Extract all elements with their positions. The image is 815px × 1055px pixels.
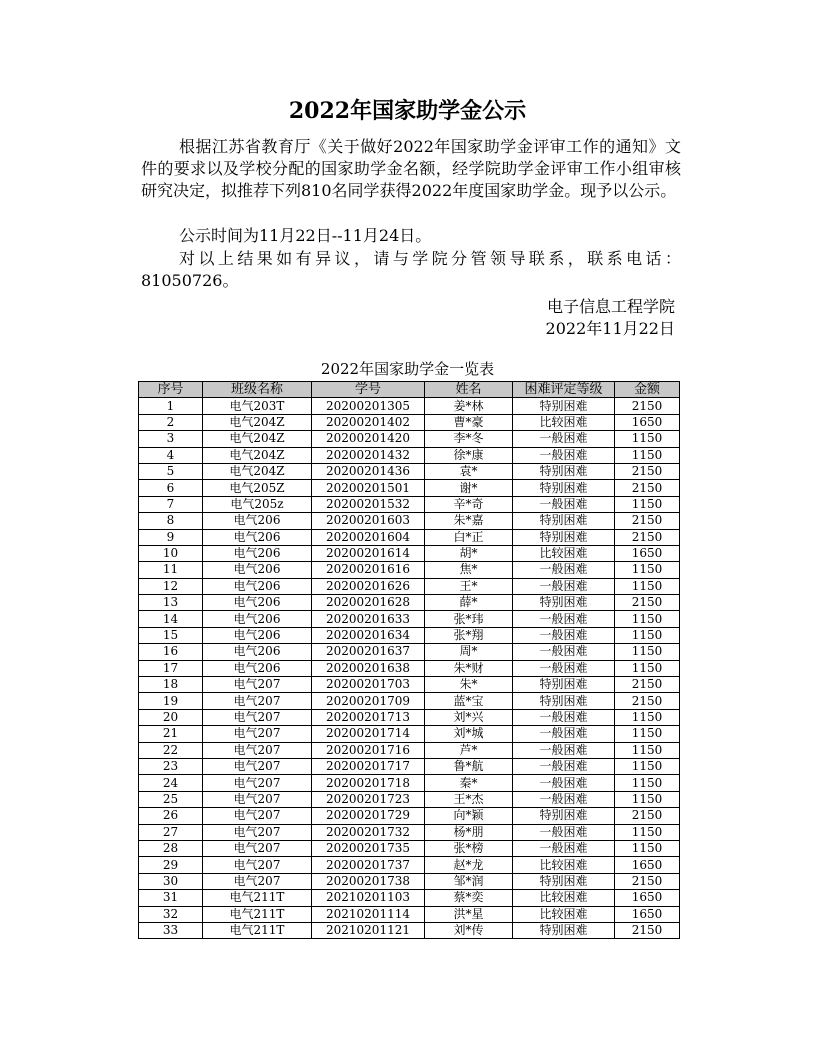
cell-student-id: 20200201717 bbox=[312, 758, 425, 774]
cell-name: 朱*嘉 bbox=[425, 513, 513, 529]
cell-class: 电气205Z bbox=[203, 480, 312, 496]
cell-name: 秦* bbox=[425, 775, 513, 791]
cell-index: 26 bbox=[139, 808, 203, 824]
cell-class: 电气204Z bbox=[203, 414, 312, 430]
grant-table bbox=[138, 381, 680, 939]
cell-name: 芦* bbox=[425, 742, 513, 758]
cell-index: 21 bbox=[139, 726, 203, 742]
cell-amount: 1150 bbox=[615, 578, 680, 594]
cell-difficulty-level: 特别困难 bbox=[513, 595, 615, 611]
cell-difficulty-level: 特别困难 bbox=[513, 529, 615, 545]
cell-amount: 2150 bbox=[615, 922, 680, 938]
cell-amount: 1150 bbox=[615, 726, 680, 742]
cell-student-id: 20200201716 bbox=[312, 742, 425, 758]
cell-name: 焦* bbox=[425, 562, 513, 578]
cell-name: 蓝*宝 bbox=[425, 693, 513, 709]
cell-class: 电气207 bbox=[203, 824, 312, 840]
cell-name: 姜*林 bbox=[425, 398, 513, 414]
cell-student-id: 20200201614 bbox=[312, 545, 425, 561]
cell-difficulty-level: 特别困难 bbox=[513, 480, 615, 496]
cell-class: 电气206 bbox=[203, 627, 312, 643]
table-row bbox=[139, 906, 680, 922]
cell-index: 4 bbox=[139, 447, 203, 463]
cell-student-id: 20200201735 bbox=[312, 840, 425, 856]
table-row bbox=[139, 398, 680, 414]
cell-name: 洪*星 bbox=[425, 906, 513, 922]
cell-index: 31 bbox=[139, 890, 203, 906]
cell-name: 袁* bbox=[425, 463, 513, 479]
cell-class: 电气205z bbox=[203, 496, 312, 512]
cell-amount: 2150 bbox=[615, 463, 680, 479]
cell-index: 23 bbox=[139, 758, 203, 774]
table-row bbox=[139, 758, 680, 774]
cell-name: 蔡*奕 bbox=[425, 890, 513, 906]
cell-difficulty-level: 一般困难 bbox=[513, 758, 615, 774]
cell-student-id: 20200201738 bbox=[312, 873, 425, 889]
cell-difficulty-level: 一般困难 bbox=[513, 709, 615, 725]
cell-student-id: 20200201732 bbox=[312, 824, 425, 840]
table-row bbox=[139, 791, 680, 807]
cell-amount: 1150 bbox=[615, 840, 680, 856]
cell-index: 5 bbox=[139, 463, 203, 479]
table-row bbox=[139, 840, 680, 856]
cell-index: 12 bbox=[139, 578, 203, 594]
table-row bbox=[139, 496, 680, 512]
cell-class: 电气207 bbox=[203, 808, 312, 824]
cell-name: 曹*豪 bbox=[425, 414, 513, 430]
cell-difficulty-level: 比较困难 bbox=[513, 414, 615, 430]
cell-index: 29 bbox=[139, 857, 203, 873]
cell-class: 电气206 bbox=[203, 660, 312, 676]
cell-class: 电气206 bbox=[203, 513, 312, 529]
cell-amount: 2150 bbox=[615, 513, 680, 529]
cell-student-id: 20200201718 bbox=[312, 775, 425, 791]
cell-index: 2 bbox=[139, 414, 203, 430]
cell-class: 电气207 bbox=[203, 840, 312, 856]
cell-name: 朱*财 bbox=[425, 660, 513, 676]
table-row bbox=[139, 644, 680, 660]
table-row bbox=[139, 922, 680, 938]
cell-index: 9 bbox=[139, 529, 203, 545]
cell-difficulty-level: 一般困难 bbox=[513, 791, 615, 807]
table-row bbox=[139, 890, 680, 906]
cell-class: 电气207 bbox=[203, 873, 312, 889]
cell-difficulty-level: 比较困难 bbox=[513, 545, 615, 561]
cell-name: 刘*兴 bbox=[425, 709, 513, 725]
cell-index: 8 bbox=[139, 513, 203, 529]
cell-student-id: 20200201432 bbox=[312, 447, 425, 463]
cell-index: 3 bbox=[139, 431, 203, 447]
cell-class: 电气206 bbox=[203, 595, 312, 611]
cell-amount: 2150 bbox=[615, 398, 680, 414]
cell-index: 19 bbox=[139, 693, 203, 709]
cell-student-id: 20200201305 bbox=[312, 398, 425, 414]
cell-index: 32 bbox=[139, 906, 203, 922]
cell-difficulty-level: 特别困难 bbox=[513, 693, 615, 709]
cell-class: 电气206 bbox=[203, 611, 312, 627]
cell-difficulty-level: 特别困难 bbox=[513, 922, 615, 938]
cell-class: 电气207 bbox=[203, 693, 312, 709]
cell-index: 14 bbox=[139, 611, 203, 627]
cell-student-id: 20200201638 bbox=[312, 660, 425, 676]
cell-name: 张*翔 bbox=[425, 627, 513, 643]
cell-class: 电气211T bbox=[203, 906, 312, 922]
cell-difficulty-level: 特别困难 bbox=[513, 873, 615, 889]
cell-student-id: 20200201603 bbox=[312, 513, 425, 529]
cell-class: 电气207 bbox=[203, 775, 312, 791]
cell-amount: 1150 bbox=[615, 562, 680, 578]
cell-student-id: 20200201626 bbox=[312, 578, 425, 594]
cell-student-id: 20200201501 bbox=[312, 480, 425, 496]
table-row bbox=[139, 627, 680, 643]
cell-amount: 1150 bbox=[615, 709, 680, 725]
cell-name: 王*杰 bbox=[425, 791, 513, 807]
cell-class: 电气204Z bbox=[203, 431, 312, 447]
cell-class: 电气211T bbox=[203, 922, 312, 938]
table-row bbox=[139, 677, 680, 693]
cell-index: 33 bbox=[139, 922, 203, 938]
cell-student-id: 20200201436 bbox=[312, 463, 425, 479]
cell-index: 30 bbox=[139, 873, 203, 889]
cell-name: 李*冬 bbox=[425, 431, 513, 447]
cell-student-id: 20200201420 bbox=[312, 431, 425, 447]
cell-student-id: 20200201604 bbox=[312, 529, 425, 545]
cell-difficulty-level: 一般困难 bbox=[513, 660, 615, 676]
cell-index: 22 bbox=[139, 742, 203, 758]
cell-index: 24 bbox=[139, 775, 203, 791]
cell-student-id: 20200201723 bbox=[312, 791, 425, 807]
cell-class: 电气204Z bbox=[203, 447, 312, 463]
cell-name: 张*榜 bbox=[425, 840, 513, 856]
cell-amount: 1150 bbox=[615, 627, 680, 643]
cell-name: 胡* bbox=[425, 545, 513, 561]
cell-name: 徐*康 bbox=[425, 447, 513, 463]
cell-amount: 2150 bbox=[615, 595, 680, 611]
cell-name: 向*颖 bbox=[425, 808, 513, 824]
cell-index: 16 bbox=[139, 644, 203, 660]
cell-index: 28 bbox=[139, 840, 203, 856]
table-row bbox=[139, 595, 680, 611]
table-row bbox=[139, 742, 680, 758]
cell-index: 13 bbox=[139, 595, 203, 611]
cell-class: 电气207 bbox=[203, 857, 312, 873]
cell-student-id: 20200201616 bbox=[312, 562, 425, 578]
cell-amount: 1150 bbox=[615, 742, 680, 758]
intro-paragraph: 根据江苏省教育厅《关于做好2022年国家助学金评审工作的通知》文件的要求以及学校分配的国家助学金名额，经学院助学金评审工作小组审核研究决定，拟推荐下列810名同学获得2022年度国家助学金。现予以公示。 bbox=[141, 137, 681, 200]
cell-name: 朱* bbox=[425, 677, 513, 693]
cell-difficulty-level: 一般困难 bbox=[513, 611, 615, 627]
cell-amount: 1650 bbox=[615, 906, 680, 922]
cell-student-id: 20200201709 bbox=[312, 693, 425, 709]
table-row bbox=[139, 709, 680, 725]
cell-student-id: 20200201633 bbox=[312, 611, 425, 627]
cell-difficulty-level: 一般困难 bbox=[513, 627, 615, 643]
cell-difficulty-level: 一般困难 bbox=[513, 578, 615, 594]
table-row bbox=[139, 513, 680, 529]
table-row bbox=[139, 611, 680, 627]
cell-difficulty-level: 一般困难 bbox=[513, 562, 615, 578]
cell-amount: 1650 bbox=[615, 890, 680, 906]
table-row bbox=[139, 873, 680, 889]
cell-amount: 1150 bbox=[615, 644, 680, 660]
cell-difficulty-level: 特别困难 bbox=[513, 398, 615, 414]
cell-student-id: 20200201402 bbox=[312, 414, 425, 430]
cell-amount: 1150 bbox=[615, 824, 680, 840]
cell-student-id: 20210201121 bbox=[312, 922, 425, 938]
cell-class: 电气207 bbox=[203, 709, 312, 725]
cell-name: 鲁*航 bbox=[425, 758, 513, 774]
cell-class: 电气206 bbox=[203, 529, 312, 545]
signature-date: 2022年11月22日 bbox=[545, 319, 675, 338]
cell-amount: 1150 bbox=[615, 758, 680, 774]
cell-class: 电气207 bbox=[203, 758, 312, 774]
cell-index: 7 bbox=[139, 496, 203, 512]
table-row bbox=[139, 431, 680, 447]
cell-amount: 1150 bbox=[615, 447, 680, 463]
cell-amount: 2150 bbox=[615, 693, 680, 709]
contact-paragraph: 对以上结果如有异议，请与学院分管领导联系，联系电话：81050726。 bbox=[141, 249, 681, 290]
cell-student-id: 20200201628 bbox=[312, 595, 425, 611]
table-row bbox=[139, 775, 680, 791]
table-row bbox=[139, 857, 680, 873]
cell-class: 电气204Z bbox=[203, 463, 312, 479]
cell-class: 电气207 bbox=[203, 742, 312, 758]
table-row bbox=[139, 480, 680, 496]
table-row bbox=[139, 529, 680, 545]
cell-index: 10 bbox=[139, 545, 203, 561]
cell-amount: 1150 bbox=[615, 611, 680, 627]
table-row bbox=[139, 463, 680, 479]
cell-index: 11 bbox=[139, 562, 203, 578]
cell-difficulty-level: 一般困难 bbox=[513, 742, 615, 758]
table-header-row bbox=[139, 382, 680, 398]
cell-student-id: 20200201634 bbox=[312, 627, 425, 643]
cell-name: 辛*奇 bbox=[425, 496, 513, 512]
cell-amount: 2150 bbox=[615, 808, 680, 824]
cell-difficulty-level: 特别困难 bbox=[513, 677, 615, 693]
cell-student-id: 20200201637 bbox=[312, 644, 425, 660]
cell-student-id: 20200201737 bbox=[312, 857, 425, 873]
cell-class: 电气207 bbox=[203, 726, 312, 742]
cell-amount: 1150 bbox=[615, 791, 680, 807]
cell-name: 杨*朋 bbox=[425, 824, 513, 840]
cell-name: 白*正 bbox=[425, 529, 513, 545]
header-index: 序号 bbox=[139, 382, 203, 398]
cell-name: 薛* bbox=[425, 595, 513, 611]
table-row bbox=[139, 824, 680, 840]
cell-name: 刘*传 bbox=[425, 922, 513, 938]
cell-student-id: 20200201729 bbox=[312, 808, 425, 824]
cell-amount: 1150 bbox=[615, 496, 680, 512]
cell-class: 电气206 bbox=[203, 644, 312, 660]
cell-difficulty-level: 一般困难 bbox=[513, 644, 615, 660]
cell-difficulty-level: 一般困难 bbox=[513, 496, 615, 512]
cell-name: 张*玮 bbox=[425, 611, 513, 627]
cell-class: 电气206 bbox=[203, 562, 312, 578]
cell-name: 刘*城 bbox=[425, 726, 513, 742]
cell-difficulty-level: 特别困难 bbox=[513, 808, 615, 824]
cell-student-id: 20210201103 bbox=[312, 890, 425, 906]
table-row bbox=[139, 447, 680, 463]
cell-difficulty-level: 比较困难 bbox=[513, 890, 615, 906]
cell-class: 电气207 bbox=[203, 791, 312, 807]
table-row bbox=[139, 562, 680, 578]
cell-difficulty-level: 比较困难 bbox=[513, 857, 615, 873]
page-title: 2022年国家助学金公示 bbox=[288, 98, 527, 124]
cell-index: 25 bbox=[139, 791, 203, 807]
cell-index: 15 bbox=[139, 627, 203, 643]
cell-index: 18 bbox=[139, 677, 203, 693]
table-row bbox=[139, 414, 680, 430]
cell-index: 17 bbox=[139, 660, 203, 676]
cell-name: 赵*龙 bbox=[425, 857, 513, 873]
table-row bbox=[139, 808, 680, 824]
cell-class: 电气203T bbox=[203, 398, 312, 414]
cell-difficulty-level: 特别困难 bbox=[513, 513, 615, 529]
cell-class: 电气211T bbox=[203, 890, 312, 906]
cell-student-id: 20200201532 bbox=[312, 496, 425, 512]
header-name: 姓名 bbox=[425, 382, 513, 398]
cell-name: 周* bbox=[425, 644, 513, 660]
cell-difficulty-level: 一般困难 bbox=[513, 775, 615, 791]
table-row bbox=[139, 660, 680, 676]
cell-index: 6 bbox=[139, 480, 203, 496]
header-amount: 金额 bbox=[615, 382, 680, 398]
table-title: 2022年国家助学金一览表 bbox=[320, 360, 495, 378]
table-row bbox=[139, 578, 680, 594]
cell-amount: 1150 bbox=[615, 775, 680, 791]
cell-class: 电气206 bbox=[203, 545, 312, 561]
table-row bbox=[139, 693, 680, 709]
cell-amount: 2150 bbox=[615, 677, 680, 693]
cell-amount: 2150 bbox=[615, 873, 680, 889]
cell-difficulty-level: 一般困难 bbox=[513, 824, 615, 840]
cell-difficulty-level: 一般困难 bbox=[513, 726, 615, 742]
cell-name: 王* bbox=[425, 578, 513, 594]
header-difficulty-level: 困难评定等级 bbox=[513, 382, 615, 398]
header-student-id: 学号 bbox=[312, 382, 425, 398]
header-class: 班级名称 bbox=[203, 382, 312, 398]
cell-amount: 1650 bbox=[615, 857, 680, 873]
cell-amount: 1150 bbox=[615, 660, 680, 676]
cell-name: 谢* bbox=[425, 480, 513, 496]
cell-class: 电气206 bbox=[203, 578, 312, 594]
cell-difficulty-level: 一般困难 bbox=[513, 840, 615, 856]
cell-student-id: 20210201114 bbox=[312, 906, 425, 922]
publicity-period: 公示时间为11月22日--11月24日。 bbox=[179, 226, 432, 245]
cell-difficulty-level: 一般困难 bbox=[513, 431, 615, 447]
cell-amount: 1650 bbox=[615, 545, 680, 561]
cell-student-id: 20200201703 bbox=[312, 677, 425, 693]
table-row bbox=[139, 545, 680, 561]
cell-difficulty-level: 特别困难 bbox=[513, 463, 615, 479]
cell-amount: 1650 bbox=[615, 414, 680, 430]
cell-index: 27 bbox=[139, 824, 203, 840]
cell-amount: 1150 bbox=[615, 431, 680, 447]
cell-amount: 2150 bbox=[615, 529, 680, 545]
table-row bbox=[139, 726, 680, 742]
cell-difficulty-level: 比较困难 bbox=[513, 906, 615, 922]
cell-student-id: 20200201713 bbox=[312, 709, 425, 725]
cell-index: 1 bbox=[139, 398, 203, 414]
cell-student-id: 20200201714 bbox=[312, 726, 425, 742]
cell-amount: 2150 bbox=[615, 480, 680, 496]
cell-difficulty-level: 一般困难 bbox=[513, 447, 615, 463]
signature-college: 电子信息工程学院 bbox=[546, 297, 675, 316]
cell-name: 邹*润 bbox=[425, 873, 513, 889]
cell-class: 电气207 bbox=[203, 677, 312, 693]
cell-index: 20 bbox=[139, 709, 203, 725]
